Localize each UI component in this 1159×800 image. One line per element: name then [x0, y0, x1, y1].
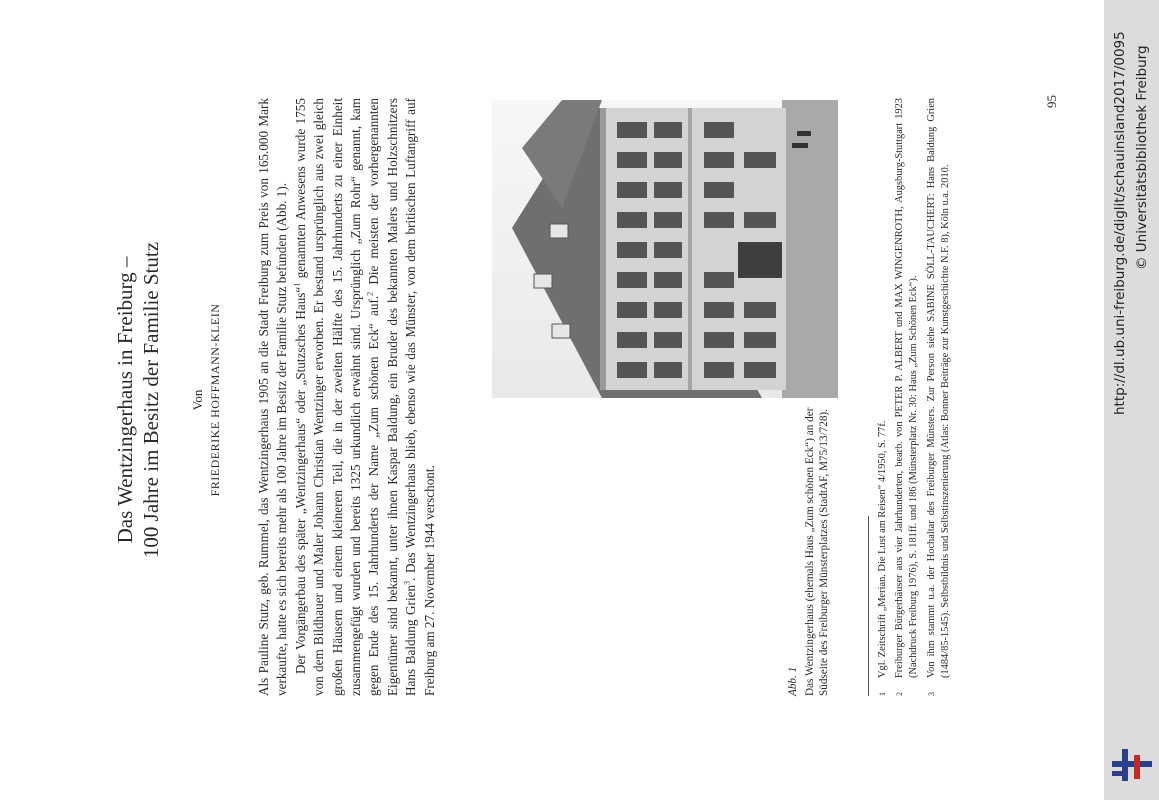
footnote-ref-1: 1	[292, 282, 302, 287]
copyright-notice: © Universitätsbibliothek Freiburg	[1134, 45, 1150, 270]
article-body	[255, 98, 439, 696]
footnote-1: 1 Vgl. Zeitschrift „Merian. Die Lust am Reisen“ 4/1950, S. 77f.	[877, 420, 888, 696]
permalink-url[interactable]: http://dl.ub.uni-freiburg.de/diglit/schauinsland2017/0095	[1112, 31, 1128, 415]
footnotes	[876, 98, 956, 696]
ub-freiburg-logo-icon	[1112, 745, 1152, 785]
article-title-line1: Das Wentzingerhaus in Freiburg –	[113, 256, 137, 544]
paragraph-1: Als Pauline Stutz, geb. Rummel, das Wentzingerhaus 1905 an die Stadt Freiburg zum Preis von 165.000 Mark verkaufte, hatte es sich bereits mehr als 100 Jahre im Besitz der Familie Stutz befunden (Abb. 1).	[256, 98, 290, 696]
wentzingerhaus-photo	[492, 100, 838, 398]
author-name: FRIEDERIKE HOFFMANN-KLEIN	[208, 303, 222, 497]
footnote-3: 3 Von ihm stammt u.a. der Hochaltar des Freiburger Münsters. Zur Person siehe SABINE SÖLL-TAUCHERT: Hans Baldung Grien (1484/85-1545). Selbstbildnis und Selbstinszenierung (Atlas: Bonner Beiträge zur Kunstgeschichte N.F. 8), Köln u.a. 2010.	[925, 98, 951, 696]
footnote-ref-3: 3	[402, 580, 412, 585]
footnote-2: 2 Freiburger Bürgerhäuser aus vier Jahrhunderten, bearb. von PETER P. ALBERT und MAX WINGENROTH, Augsburg-Stuttgart 1923 (Nachdruck Freiburg 1976), S. 181ff. und 186 (Münsterplatz Nr. 30: Haus „Zum Schönen Eck“).	[894, 98, 920, 696]
caption-text: Das Wentzingerhaus (ehemals Haus „Zum schönen Eck“) an der Südseite des Freiburger Münsterplatzes (StadtAF, M75/13/728).	[803, 407, 830, 696]
figure-caption	[786, 406, 832, 696]
page-number: 95	[1044, 95, 1059, 108]
von-label: Von	[190, 389, 205, 411]
library-sidebar	[1104, 0, 1159, 800]
footnote-ref-2: 2	[366, 291, 376, 296]
caption-label: Abb. 1	[787, 666, 799, 696]
footnote-divider	[868, 516, 869, 696]
paragraph-2: Der Vorgängerbau des später „Wentzingerhaus“ oder „Stutzsches Haus“$^1$ genannten Anwesens wurde 1755 von dem Bildhauer und Maler Johann Christian Wentzinger erworben. Er bestand ursprünglich aus zwei gleich großen Häusern und einem kleineren Teil, die in der zweiten Hälfte des 15. Jahrhunderts zu einer Einheit zusammengefügt wurden und bereits 1325 urkundlich erwähnt sind. Ursprünglich „Zum Rohr“ genannt, kam gegen Ende des 15. Jahrhunderts der Name „Zum schönen Eck“ auf.$^2$ Die meisten der vorhergenannten Eigentümer sind bekannt, unter ihnen Kaspar Baldung, ein Bruder des bekannten Malers und Holzschnitzers Hans Baldung Grien$^3$. Das Wentzingerhaus blieb, ebenso wie das Münster, von dem britischen Luftangriff auf Freiburg am 27. November 1944 verschont.	[292, 98, 437, 696]
article-title-line2: 100 Jahre im Besitz der Familie Stutz	[139, 241, 163, 559]
